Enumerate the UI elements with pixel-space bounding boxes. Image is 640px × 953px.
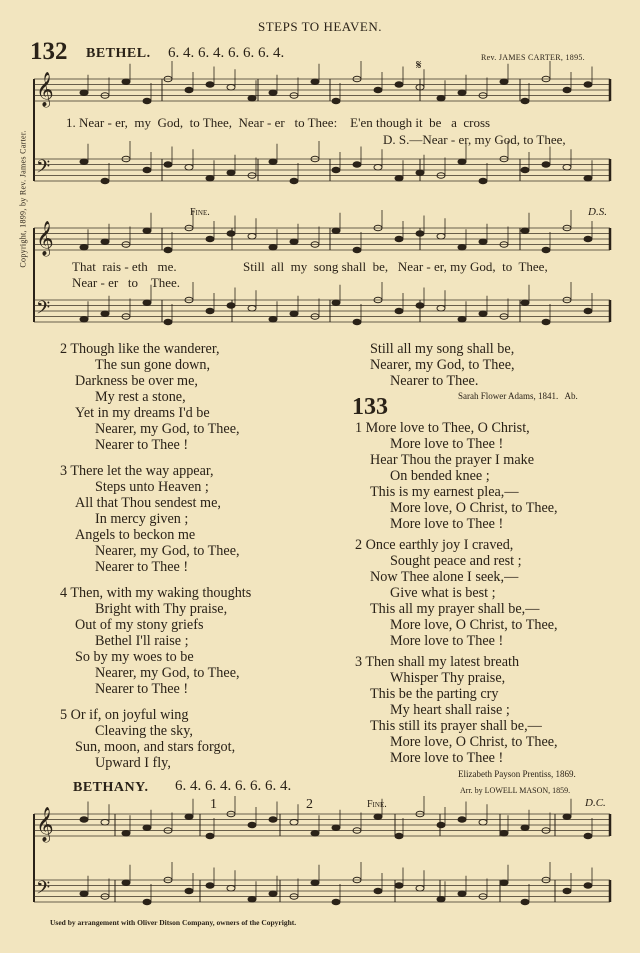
note — [80, 817, 88, 823]
note — [248, 233, 256, 239]
verse-line: Nearer, my God, to Thee, — [95, 421, 240, 437]
ending-1: 1 — [210, 797, 217, 812]
note — [206, 308, 214, 314]
side-copyright: Copyright, 1899, by Rev. James Carter. — [18, 130, 28, 268]
verse-line: More love, O Christ, to Thee, — [390, 617, 558, 633]
tune-name: BETHEL. — [86, 46, 151, 61]
verse-line: 1 More love to Thee, O Christ, — [355, 420, 530, 436]
verse-line: 2 Though like the wanderer, — [60, 341, 220, 357]
verse-line: Angels to beckon me — [75, 527, 196, 543]
note — [143, 300, 151, 306]
lyrics-ds-line: D. S.—Near - er, my God, to Thee, — [383, 132, 566, 147]
note — [290, 178, 298, 184]
note — [164, 247, 172, 253]
note — [227, 170, 235, 176]
note — [584, 82, 592, 88]
verse-line: More love to Thee ! — [390, 633, 504, 649]
note — [395, 308, 403, 314]
verse-line: Give what is best ; — [390, 585, 496, 601]
note — [227, 885, 235, 891]
note — [458, 817, 466, 823]
verse-line: Darkness be over me, — [75, 373, 198, 389]
note — [437, 305, 445, 311]
verse-line: Nearer to Thee ! — [95, 437, 189, 453]
verse-line: 3 Then shall my latest breath — [355, 654, 520, 670]
note — [374, 814, 382, 820]
note — [500, 79, 508, 85]
note — [416, 231, 424, 237]
verse-line: Bethel I'll raise ; — [95, 633, 189, 649]
note — [248, 95, 256, 101]
verse-line: My heart shall raise ; — [390, 702, 510, 718]
note — [143, 167, 151, 173]
fine-mark-bethany: Fine. — [367, 799, 387, 810]
verse-line: This still its prayer shall be,— — [370, 718, 542, 734]
verse-line: Nearer to Thee ! — [95, 681, 189, 697]
note — [584, 175, 592, 181]
lyrics-line-2a: That rais - eth me. — [72, 259, 177, 274]
note — [521, 825, 529, 831]
verse-line: All that Thou sendest me, — [75, 495, 221, 511]
note — [185, 888, 193, 894]
note — [542, 162, 550, 168]
note — [80, 90, 88, 96]
stanza — [355, 537, 558, 649]
verse-line: Nearer to Thee. — [390, 373, 479, 389]
stanza — [355, 420, 558, 532]
note — [101, 239, 109, 245]
note — [269, 891, 277, 897]
stanzas-right — [355, 420, 558, 771]
note — [458, 891, 466, 897]
note — [311, 830, 319, 836]
note — [416, 303, 424, 309]
meter: 6. 4. 6. 4. 6. 6. 6. 4. — [168, 45, 285, 61]
note — [206, 833, 214, 839]
note — [437, 822, 445, 828]
note — [290, 819, 298, 825]
verse-line: Yet in my dreams I'd be — [75, 405, 210, 421]
note — [563, 87, 571, 93]
hymn-number: 132 — [30, 38, 68, 65]
note — [269, 817, 277, 823]
note — [248, 896, 256, 902]
verse-line: Nearer to Thee ! — [95, 559, 189, 575]
hymn132-author: Sarah Flower Adams, 1841. Ab. — [458, 391, 578, 401]
note — [353, 319, 361, 325]
verse-line: On bended knee ; — [390, 468, 490, 484]
verse-line: This is my earnest plea,— — [370, 484, 519, 500]
note — [458, 159, 466, 165]
note — [584, 308, 592, 314]
note — [479, 178, 487, 184]
lyrics-line-2b: Still all my song shall be, Near - er, my God, to Thee, — [243, 259, 548, 274]
note — [395, 833, 403, 839]
lyrics-line-1: 1. Near - er, my God, to Thee, Near - er to Thee: E'en though it be a cross — [66, 115, 491, 130]
note — [206, 175, 214, 181]
note — [269, 90, 277, 96]
stanzas-left — [60, 341, 252, 781]
note — [521, 98, 529, 104]
note — [227, 303, 235, 309]
verse-line: More love to Thee ! — [390, 750, 504, 766]
verse-line: This be the parting cry — [370, 686, 499, 702]
verse-line: Nearer, my God, to Thee, — [95, 665, 240, 681]
note — [311, 79, 319, 85]
verse-line: Steps unto Heaven ; — [95, 479, 209, 495]
verse-line: Whisper Thy praise, — [390, 670, 506, 686]
note — [479, 239, 487, 245]
note — [143, 98, 151, 104]
stanza-5-end — [370, 341, 515, 389]
note — [521, 167, 529, 173]
bass-clef-icon: 𝄢 — [36, 297, 51, 322]
page-header: STEPS TO HEAVEN. — [258, 19, 382, 34]
verse-line: Sought peace and rest ; — [390, 553, 522, 569]
bass-clef-icon: 𝄢 — [36, 877, 51, 902]
verse-line: 2 Once earthly joy I craved, — [355, 537, 514, 553]
note — [290, 239, 298, 245]
note — [500, 880, 508, 886]
verse-line: This all my prayer shall be,— — [370, 601, 540, 617]
note — [206, 236, 214, 242]
stanza — [60, 585, 252, 697]
stanza — [355, 654, 558, 766]
note — [542, 247, 550, 253]
verse-line: Nearer, my God, to Thee, — [95, 543, 240, 559]
note — [479, 819, 487, 825]
note — [563, 888, 571, 894]
verse-line: 5 Or if, on joyful wing — [60, 707, 189, 723]
note — [374, 164, 382, 170]
dc-mark: D.C. — [585, 797, 606, 809]
note — [269, 244, 277, 250]
note — [122, 830, 130, 836]
note — [227, 231, 235, 237]
treble-clef-icon: 𝄞 — [36, 808, 54, 841]
note — [353, 162, 361, 168]
note — [143, 899, 151, 905]
note — [332, 899, 340, 905]
treble-clef-icon: 𝄞 — [36, 73, 54, 106]
note — [122, 880, 130, 886]
note — [269, 159, 277, 165]
note — [395, 883, 403, 889]
note — [206, 82, 214, 88]
note — [248, 305, 256, 311]
verse-line: 4 Then, with my waking thoughts — [60, 585, 252, 601]
note — [332, 300, 340, 306]
verse-line: More love to Thee ! — [390, 436, 504, 452]
note — [521, 899, 529, 905]
note — [227, 84, 235, 90]
verse-line: Hear Thou the prayer I make — [370, 452, 535, 468]
verse-line: Nearer, my God, to Thee, — [370, 357, 515, 373]
note — [80, 244, 88, 250]
hymn133-author: Elizabeth Payson Prentiss, 1869. — [458, 769, 576, 779]
verse-line: More love to Thee ! — [390, 516, 504, 532]
hymn133-number: 133 — [352, 394, 388, 420]
ending-2: 2 — [306, 797, 313, 812]
note — [80, 891, 88, 897]
note — [185, 164, 193, 170]
verse-line: The sun gone down, — [95, 357, 211, 373]
note — [584, 883, 592, 889]
verse-line: More love, O Christ, to Thee, — [390, 500, 558, 516]
note — [101, 178, 109, 184]
note — [101, 819, 109, 825]
verse-line: In mercy given ; — [95, 511, 189, 527]
note — [437, 896, 445, 902]
note — [185, 87, 193, 93]
verse-line: Sun, moon, and stars forgot, — [75, 739, 236, 755]
note — [332, 167, 340, 173]
segno: 𝄋 — [416, 57, 422, 72]
note — [416, 170, 424, 176]
note — [374, 87, 382, 93]
lyrics-line-3: Near - er to Thee. — [72, 275, 181, 290]
note — [479, 311, 487, 317]
note — [269, 316, 277, 322]
note — [164, 319, 172, 325]
note — [332, 98, 340, 104]
verse-line: 3 There let the way appear, — [60, 463, 214, 479]
note — [353, 247, 361, 253]
note — [122, 79, 130, 85]
note — [563, 814, 571, 820]
note — [143, 825, 151, 831]
note — [101, 311, 109, 317]
note — [290, 311, 298, 317]
note — [521, 300, 529, 306]
note — [80, 316, 88, 322]
verse-line: So by my woes to be — [75, 649, 194, 665]
note — [395, 236, 403, 242]
meter-bethany: 6. 4. 6. 4. 6. 6. 6. 4. — [175, 778, 292, 794]
note — [416, 885, 424, 891]
verse-line: Cleaving the sky, — [95, 723, 193, 739]
ds-mark: D.S. — [588, 206, 607, 218]
note — [374, 888, 382, 894]
note — [500, 830, 508, 836]
footer-copyright: Used by arrangement with Oliver Ditson Company, owners of the Copyright. — [50, 918, 297, 927]
note — [395, 175, 403, 181]
verse-line: More love, O Christ, to Thee, — [390, 734, 558, 750]
note — [563, 164, 571, 170]
verse-line: Upward I fly, — [95, 755, 171, 771]
stanza — [60, 463, 251, 575]
note — [437, 95, 445, 101]
note — [206, 883, 214, 889]
verse-line: Bright with Thy praise, — [95, 601, 228, 617]
note — [332, 825, 340, 831]
tune-name-bethany: BETHANY. — [73, 780, 149, 795]
verse-line: My rest a stone, — [95, 389, 186, 405]
stanza — [60, 341, 251, 453]
note — [80, 159, 88, 165]
note — [311, 880, 319, 886]
note — [458, 244, 466, 250]
note — [143, 228, 151, 234]
note — [584, 833, 592, 839]
bass-clef-icon: 𝄢 — [36, 156, 51, 181]
note — [185, 814, 193, 820]
treble-clef-icon: 𝄞 — [36, 222, 54, 255]
note — [248, 822, 256, 828]
note — [437, 233, 445, 239]
note — [395, 82, 403, 88]
composer: Rev. JAMES CARTER, 1895. — [481, 53, 585, 62]
note — [542, 319, 550, 325]
verse-line: Still all my song shall be, — [370, 341, 515, 357]
note — [584, 236, 592, 242]
note — [458, 90, 466, 96]
note — [164, 162, 172, 168]
note — [332, 228, 340, 234]
note — [458, 316, 466, 322]
arranger: Arr. by LOWELL MASON, 1859. — [460, 786, 571, 795]
stanza — [60, 707, 251, 771]
note — [521, 228, 529, 234]
verse-line: Out of my stony griefs — [75, 617, 204, 633]
fine-mark: Fine. — [190, 207, 210, 218]
verse-line: Now Thee alone I seek,— — [370, 569, 519, 585]
